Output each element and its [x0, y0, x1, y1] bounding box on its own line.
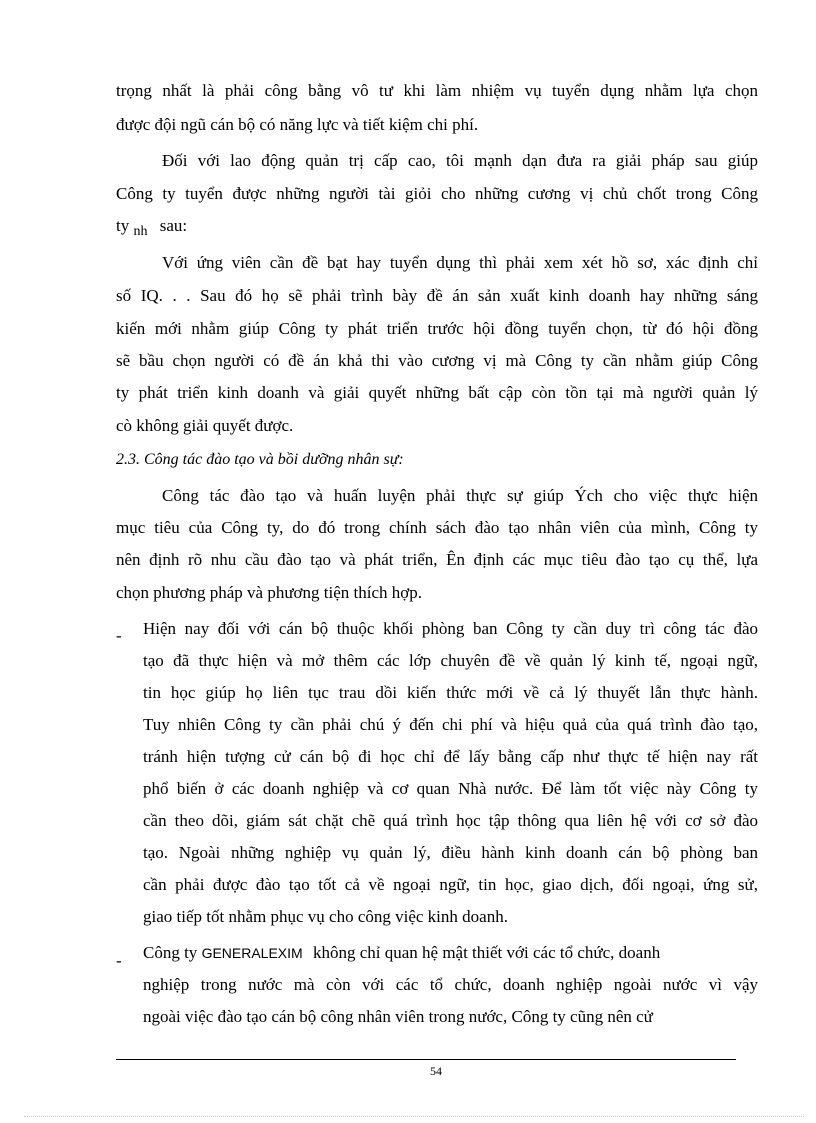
text-line-22: cần theo dõi, giám sát chặt chẽ quá trình học tập thông qua liên hệ với cơ sở đào [143, 811, 758, 830]
text-line-21: phổ biến ở các doanh nghiệp và cơ quan Nhà nước. Để làm tốt việc này Công ty [143, 779, 758, 798]
text-line-26 [143, 942, 660, 964]
section-heading: 2.3. Công tác đào tạo và bồi dưỡng nhân sự: [116, 451, 404, 468]
page-edge-dots [24, 1116, 804, 1117]
bullet-dash-2: - [116, 951, 122, 970]
text-line-27: nghiệp trong nước mà còn với các tổ chức, doanh nghiệp ngoài nước vì vậy [143, 975, 758, 994]
text-line-17: tạo đã thực hiện và mở thêm các lớp chuyên đề về quản lý kinh tế, ngoại ngữ, [143, 651, 758, 670]
text-line-11: cò không giải quyết được. [116, 416, 294, 435]
text-line-24: cần phải được đào tạo tốt cả về ngoại ngữ, tin học, giao dịch, đối ngoại, ứng sử, [143, 875, 758, 894]
text-line-6: Với ứng viên cần đề bạt hay tuyển dụng thì phải xem xét hồ sơ, xác định chỉ [162, 253, 758, 272]
text-line-4: Công ty tuyển được những người tài giỏi cho những cương vị chủ chốt trong Công [116, 184, 758, 203]
text-line-20: tránh hiện tượng cử cán bộ đi học chỉ để lấy bằng cấp như thực tế hiện nay rất [143, 747, 758, 766]
text-line-12: Công tác đào tạo và huấn luyện phải thực sự giúp Ých cho việc thực hiện [162, 486, 758, 505]
text-line-14: nên định rõ nhu cầu đào tạo và phát triển, Ên định các mục tiêu đào tạo cụ thể, lựa [116, 550, 758, 569]
text-nh: nh [133, 224, 148, 239]
company-name: GENERALEXIM [201, 945, 303, 961]
text-ty: ty [116, 216, 130, 235]
text-cong-ty: Công ty [143, 943, 198, 962]
text-line-3: Đối với lao động quản trị cấp cao, tôi mạnh dạn đưa ra giải pháp sau giúp [162, 151, 758, 170]
bullet-dash-1: - [116, 626, 122, 645]
text-line-9: sẽ bầu chọn người có đề án khả thi vào cương vị mà Công ty cần nhằm giúp Công [116, 351, 758, 370]
text-line-13: mục tiêu của Công ty, do đó trong chính sách đào tạo nhân viên của mình, Công ty [116, 518, 758, 537]
text-line-5 [116, 215, 187, 239]
text-line-18: tin học giúp họ liên tục trau dồi kiến thức mới về cả lý thuyết lẫn thực hành. [143, 683, 758, 702]
text-line-28: ngoài việc đào tạo cán bộ công nhân viên trong nước, Công ty cũng nên cử [143, 1007, 653, 1026]
text-line-8: kiến mới nhằm giúp Công ty phát triển trước hội đồng tuyển chọn, từ đó hội đồng [116, 319, 758, 338]
text-line-19: Tuy nhiên Công ty cần phải chú ý đến chi phí và hiệu quả của quá trình đào tạo, [143, 715, 758, 734]
text-line-16: Hiện nay đối với cán bộ thuộc khối phòng ban Công ty cần duy trì công tác đào [143, 619, 758, 638]
text-line-1: trọng nhất là phải công bằng vô tư khi làm nhiệm vụ tuyển dụng nhằm lựa chọn [116, 81, 758, 100]
text-sau: sau: [159, 216, 188, 235]
text-line-23: tạo. Ngoài những nghiệp vụ quản lý, điều hành kinh doanh cán bộ phòng ban [143, 843, 758, 862]
text-line-15: chọn phương pháp và phương tiện thích hợp. [116, 583, 423, 602]
text-line-2: được đội ngũ cán bộ có năng lực và tiết kiệm chi phí. [116, 115, 479, 134]
text-line-25: giao tiếp tốt nhằm phục vụ cho công việc kinh doanh. [143, 907, 508, 926]
text-khong-chi: không chỉ quan hệ mật thiết với các tổ chức, doanh [312, 943, 661, 962]
text-line-7: số IQ. . . Sau đó họ sẽ phải trình bày đề án sản xuất kinh doanh hay những sáng [116, 286, 758, 305]
page-number: 54 [430, 1064, 442, 1078]
text-line-10: ty phát triển kinh doanh và giải quyết những bất cập còn tồn tại mà người quản lý [116, 383, 758, 402]
footer-rule [116, 1059, 736, 1060]
